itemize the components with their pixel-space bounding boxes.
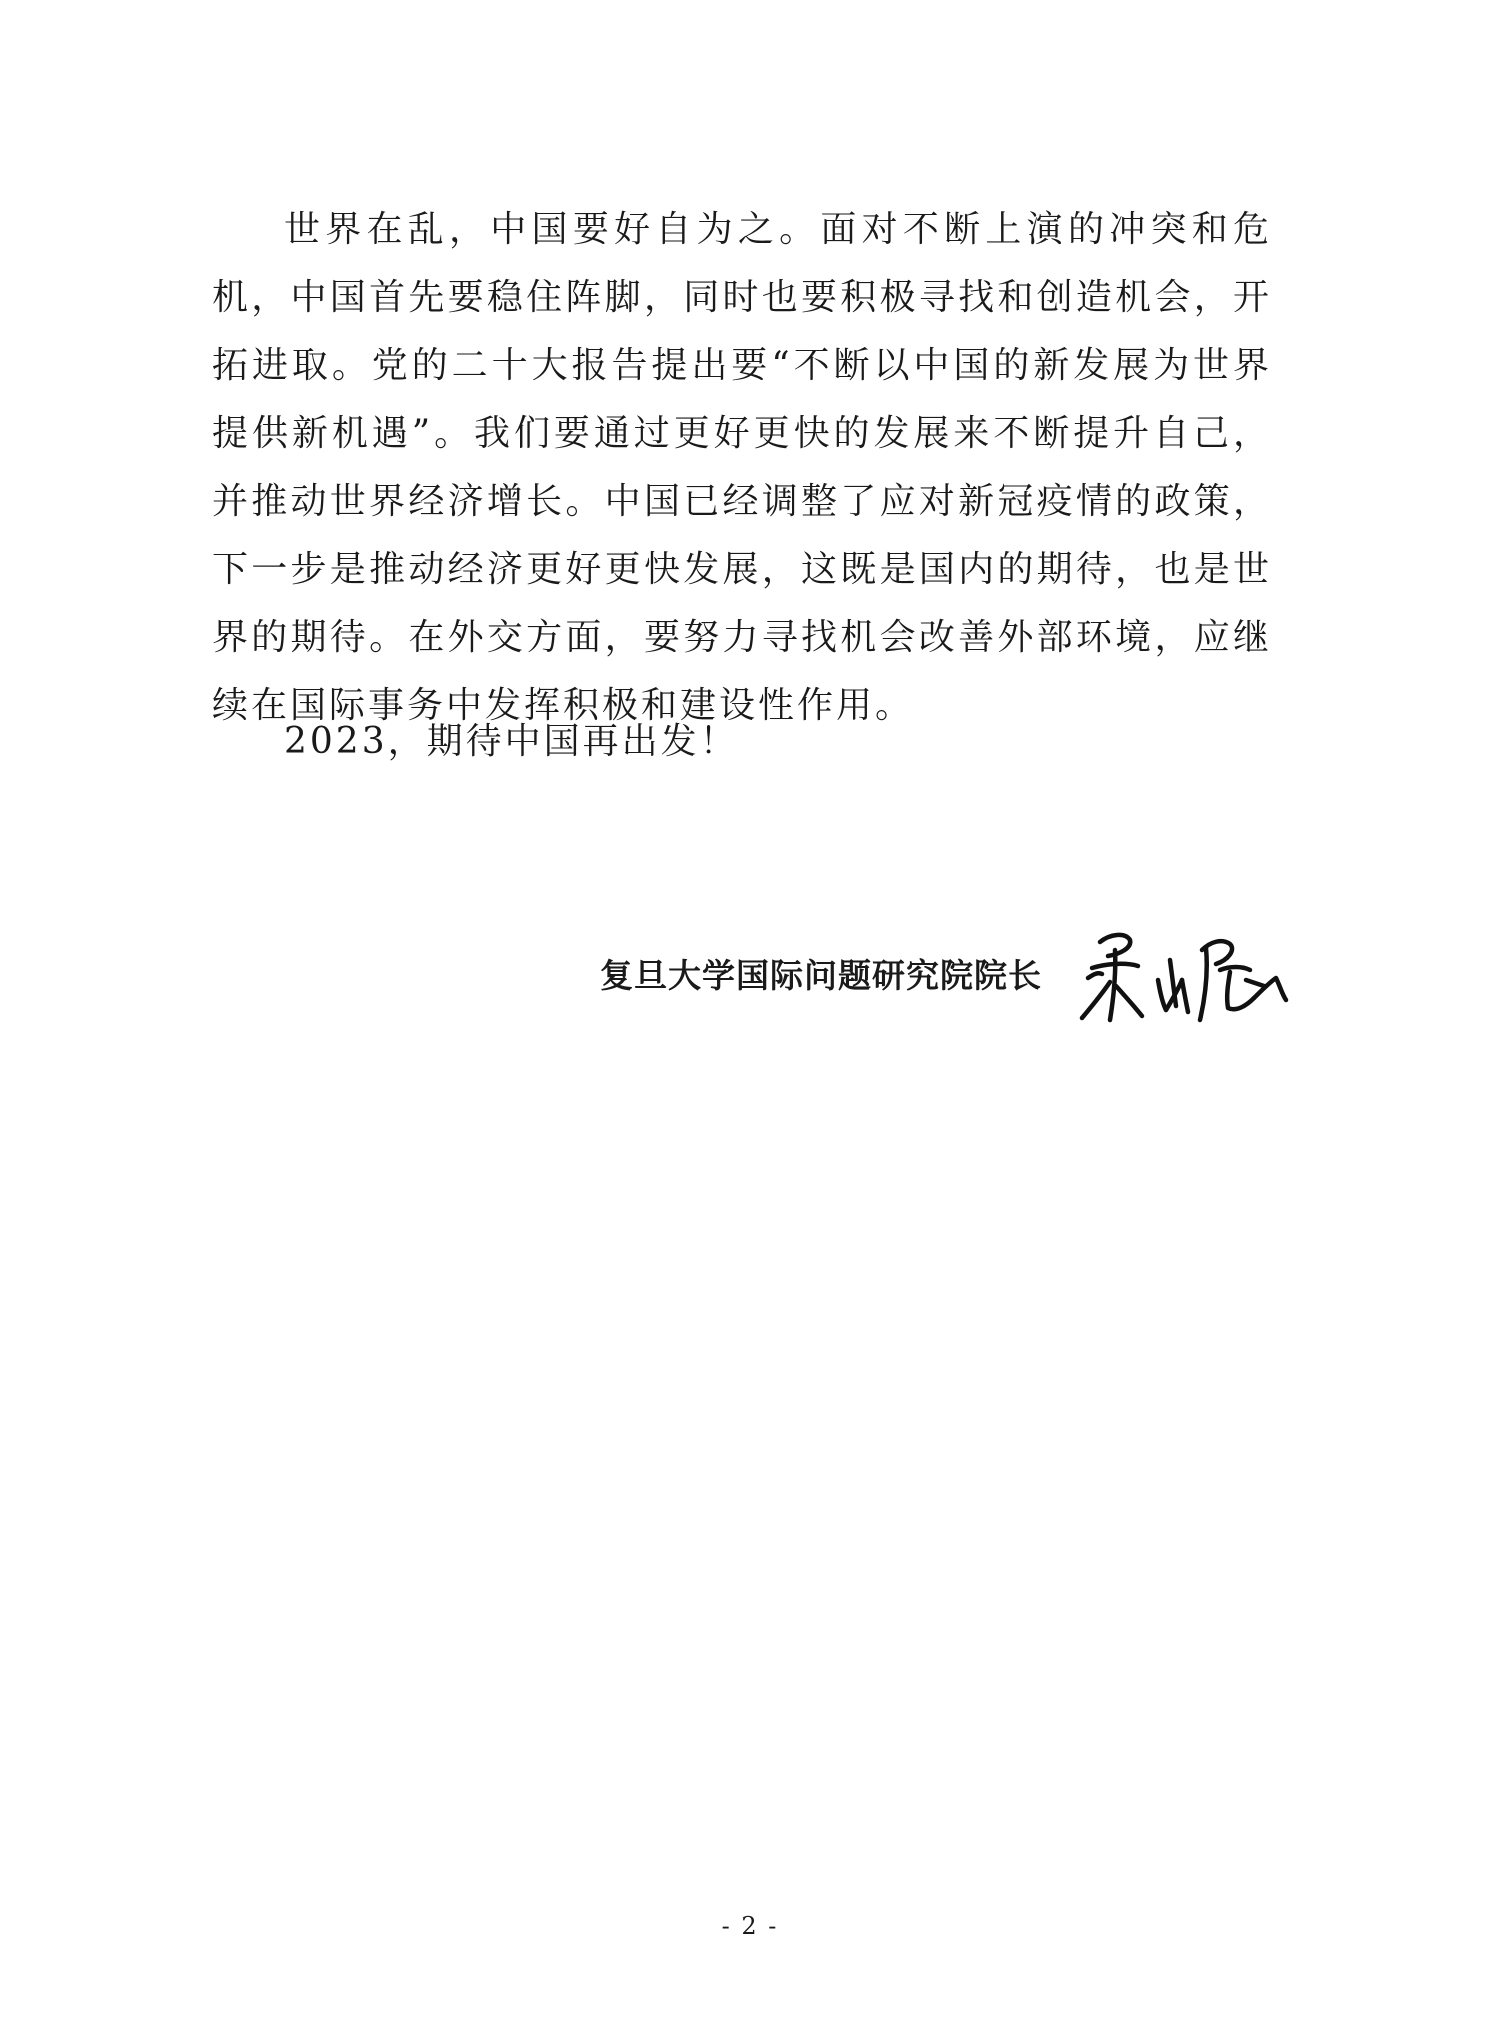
signer-affiliation: 复旦大学国际问题研究院院长 (600, 956, 1042, 995)
body-text (212, 196, 1272, 740)
paragraph-1: 世界在乱，中国要好自为之。面对不断上演的冲突和危机，中国首先要稳住阵脚，同时也要积极寻找和创造机会，开拓进取。党的二十大报告提出要“不断以中国的新发展为世界提供新机遇”。我们要通过更好更快的发展来不断提升自己，并推动世界经济增长。中国已经调整了应对新冠疫情的政策，下一步是推动经济更好更快发展，这既是国内的期待，也是世界的期待。在外交方面，要努力寻找机会改善外部环境，应继续在国际事务中发挥积极和建设性作用。 (212, 209, 1272, 726)
page-number: - 2 - (721, 1912, 779, 1940)
closing-line: 2023，期待中国再出发！ (284, 721, 739, 762)
signature-block (600, 920, 1300, 1040)
handwritten-signature-icon (1070, 920, 1295, 1040)
